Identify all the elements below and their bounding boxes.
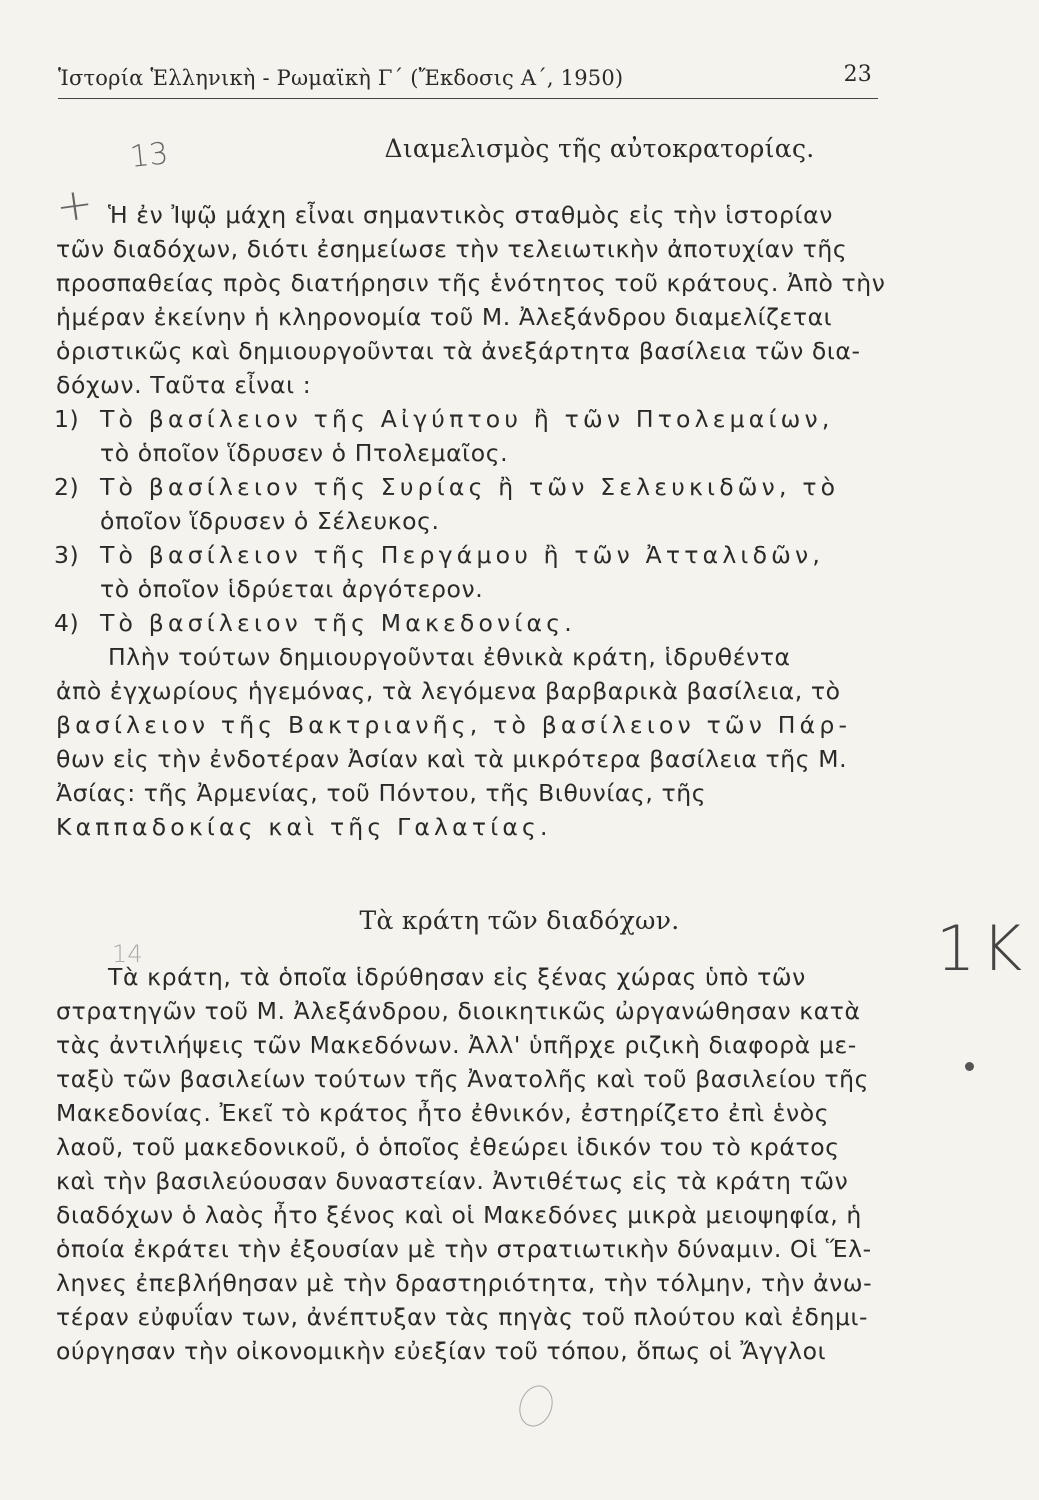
page-number: 23 — [843, 62, 872, 87]
handwritten-margin-note: 1K — [936, 912, 1029, 985]
body-line: ταξὺ τῶν βασιλείων τούτων τῆς Ἀνατολῆς καὶ τοῦ βασιλείου τῆς — [56, 1065, 870, 1093]
list-item-kingdom — [56, 606, 886, 640]
body-line: ληνες ἐπεβλήθησαν μὲ τὴν δραστηριότητα, τὴν τόλμην, τὴν ἀνω- — [56, 1269, 873, 1297]
list-item-text: Τὸ βασίλειον τῆς Αἰγύπτου ἢ τῶν Πτολεμαίων, — [100, 405, 834, 433]
body-line: ὁποία ἐκράτει τὴν ἐξουσίαν μὲ τὴν στρατιωτικὴν δύναμιν. Οἱ Ἕλ- — [56, 1235, 872, 1263]
list-item-text: Τὸ βασίλειον τῆς Μακεδονίας. — [100, 609, 576, 637]
list-item-number: 3) — [54, 541, 80, 569]
list-item-continuation: τὸ ὁποῖον ἵδρυσεν ὁ Πτολεμαῖος. — [100, 439, 509, 467]
handwritten-section-number: 13 — [128, 136, 170, 175]
section-heading-successor-states: Τὰ κράτη τῶν διαδόχων. — [359, 906, 680, 935]
body-line: ἀπὸ ἐγχωρίους ἡγεμόνας, τὰ λεγόμενα βαρβαρικὰ βασίλεια, τὸ — [56, 677, 841, 705]
list-item-number: 2) — [54, 473, 80, 501]
section-body-dismemberment — [56, 198, 886, 844]
list-item-number: 4) — [54, 609, 80, 637]
body-line: προσπαθείας πρὸς διατήρησιν τῆς ἑνότητος τοῦ κράτους. Ἀπὸ τὴν — [56, 269, 886, 297]
body-line: διαδόχων ὁ λαὸς ἦτο ξένος καὶ οἱ Μακεδόνες μικρὰ μειοψηφία, ἡ — [56, 1201, 862, 1229]
list-item-kingdom — [56, 470, 886, 504]
body-line: δόχων. Ταῦτα εἶναι : — [56, 371, 312, 399]
body-line: βασίλειον τῆς Βακτριανῆς, τὸ βασίλειον τῶν Πάρ- — [56, 711, 852, 739]
body-line: ὁριστικῶς καὶ δημιουργοῦνται τὰ ἀνεξάρτητα βασίλεια τῶν δια- — [56, 337, 861, 365]
body-line: θων εἰς τὴν ἐνδοτέραν Ἀσίαν καὶ τὰ μικρότερα βασίλεια τῆς Μ. — [56, 745, 848, 773]
list-item-kingdom — [56, 538, 886, 572]
body-line: ἡμέραν ἐκείνην ἡ κληρονομία τοῦ Μ. Ἀλεξάνδρου διαμελίζεται — [56, 303, 833, 331]
handwritten-plus-mark: + — [52, 177, 97, 234]
body-line: Πλὴν τούτων δημιουργοῦνται ἐθνικὰ κράτη, ἱδρυθέντα — [108, 643, 791, 671]
body-line: Τὰ κράτη, τὰ ὁποῖα ἱδρύθησαν εἰς ξένας χώρας ὑπὸ τῶν — [108, 963, 806, 991]
body-line: τῶν διαδόχων, διότι ἐσημείωσε τὴν τελειωτικὴν ἀποτυχίαν τῆς — [56, 235, 848, 263]
handwritten-section-number: 14 — [112, 940, 143, 968]
margin-dot — [965, 1062, 974, 1071]
body-line: τέραν εὐφυΐαν των, ἀνέπτυξαν τὰς πηγὰς τοῦ πλούτου καὶ ἐδημι- — [56, 1303, 869, 1331]
list-item-continuation: ὁποῖον ἵδρυσεν ὁ Σέλευκος. — [100, 507, 440, 535]
list-item-text: Τὸ βασίλειον τῆς Συρίας ἢ τῶν Σελευκιδῶν, τὸ — [100, 473, 840, 501]
body-line: Ἡ ἐν Ἰψῷ μάχη εἶναι σημαντικὸς σταθμὸς εἰς τὴν ἱστορίαν — [108, 201, 833, 229]
running-header — [58, 62, 878, 94]
list-item-kingdom — [56, 402, 886, 436]
section-heading-dismemberment: Διαμελισμὸς τῆς αὐτοκρατορίας. — [384, 134, 815, 163]
list-item-text: Τὸ βασίλειον τῆς Περγάμου ἢ τῶν Ἀτταλιδῶν, — [100, 541, 825, 569]
body-line: ούργησαν τὴν οἰκονομικὴν εὐεξίαν τοῦ τόπου, ὅπως οἱ Ἄγγλοι — [56, 1337, 827, 1365]
body-line: τὰς ἀντιλήψεις τῶν Μακεδόνων. Ἀλλ' ὑπῆρχε ριζικὴ διαφορὰ με- — [56, 1031, 857, 1059]
header-rule — [58, 98, 878, 99]
body-line: Ἀσίας: τῆς Ἀρμενίας, τοῦ Πόντου, τῆς Βιθυνίας, τῆς — [56, 779, 707, 807]
section-body-successor-states — [56, 960, 886, 1368]
list-item-continuation: τὸ ὁποῖον ἱδρύεται ἀργότερον. — [100, 575, 484, 603]
running-title: Ἱστορία Ἑλληνικὴ - Ρωμαϊκὴ Γ΄ (Ἔκδοσις Α΄, 1950) — [58, 66, 624, 90]
pencil-circle-mark — [514, 1381, 558, 1431]
body-line: λαοῦ, τοῦ μακεδονικοῦ, ὁ ὁποῖος ἐθεώρει ἰδικόν του τὸ κράτος — [56, 1133, 840, 1161]
body-line: καὶ τὴν βασιλεύουσαν δυναστείαν. Ἀντιθέτως εἰς τὰ κράτη τῶν — [56, 1167, 849, 1195]
body-line: Μακεδονίας. Ἐκεῖ τὸ κράτος ἦτο ἐθνικόν, ἐστηρίζετο ἐπὶ ἑνὸς — [56, 1099, 830, 1127]
list-item-number: 1) — [54, 405, 80, 433]
body-line: Καππαδοκίας καὶ τῆς Γαλατίας. — [56, 813, 552, 841]
body-line: στρατηγῶν τοῦ Μ. Ἀλεξάνδρου, διοικητικῶς ὠργανώθησαν κατὰ — [56, 997, 861, 1025]
